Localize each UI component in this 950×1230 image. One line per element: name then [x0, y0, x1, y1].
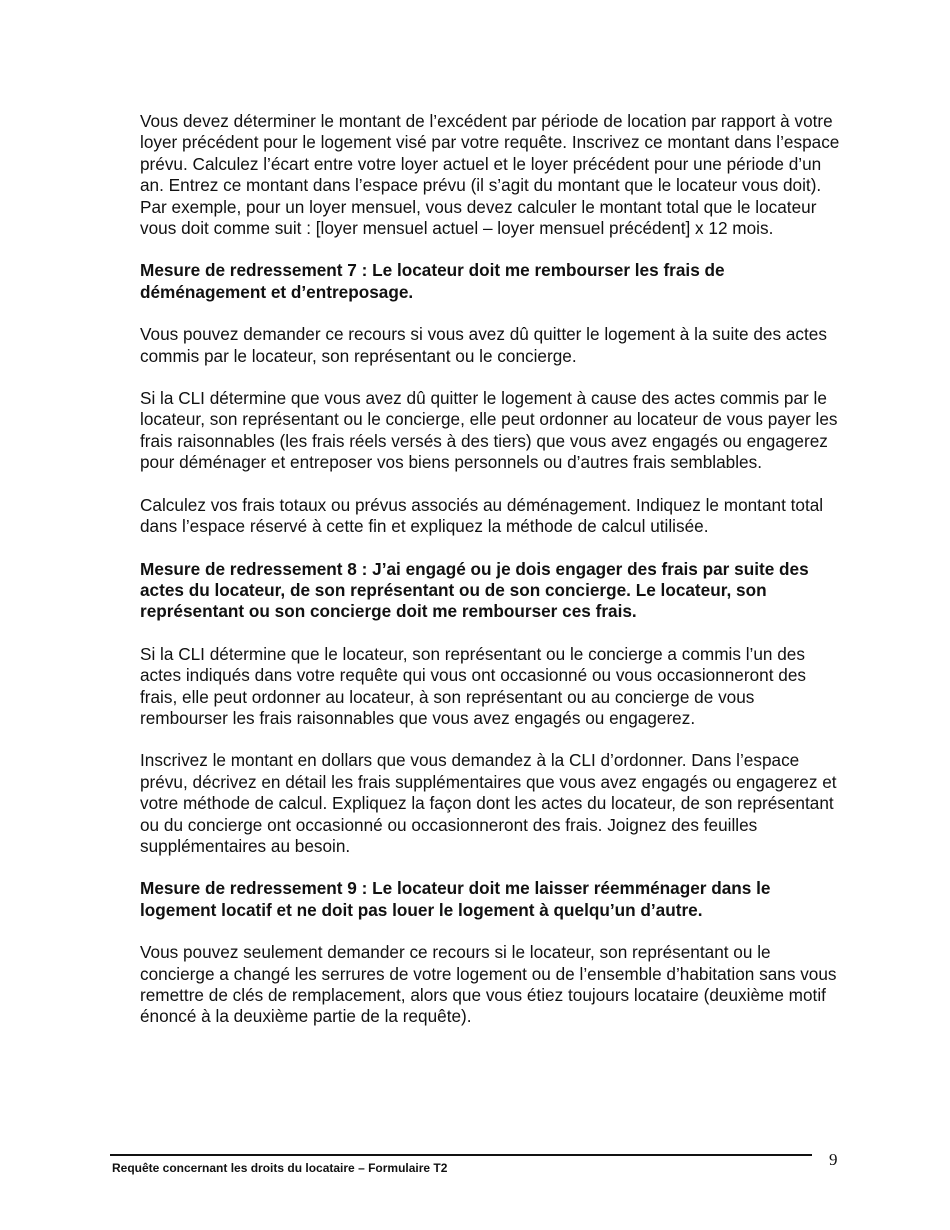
section-heading: Mesure de redressement 8 : J’ai engagé ou je dois engager des frais par suite des actes du locateur, de son représentant ou de son concierge. Le locateur, son représentant ou son concierge doit me rembourser ces frais. — [140, 558, 809, 622]
document-body — [140, 111, 840, 1049]
body-paragraph: Vous pouvez demander ce recours si vous avez dû quitter le logement à la suite des actes commis par le locateur, son représentant ou le concierge. — [140, 324, 827, 366]
body-paragraph: Si la CLI détermine que vous avez dû quitter le logement à cause des actes commis par le locateur, son représentant ou le concierge, elle peut ordonner au locateur de vous payer les frais raisonnables (les frais réels versés à des tiers) que vous avez engagés ou engagerez pour déménager et entreposer vos biens personnels ou d’autres frais semblables. — [140, 388, 838, 473]
body-paragraph: Inscrivez le montant en dollars que vous demandez à la CLI d’ordonner. Dans l’espace prévu, décrivez en détail les frais supplémentaires que vous avez engagés ou engagerez et votre méthode de calcul. Expliquez la façon dont les actes du locateur, de son représentant ou du concierge ont occasionné ou occasionneront des frais. Joignez des feuilles supplémentaires au besoin. — [140, 750, 837, 856]
section-heading: Mesure de redressement 9 : Le locateur doit me laisser réemménager dans le logement locatif et ne doit pas louer le logement à quelqu’un d’autre. — [140, 878, 771, 920]
footer-form-title: Requête concernant les droits du locataire – Formulaire T2 — [112, 1161, 448, 1175]
section-heading: Mesure de redressement 7 : Le locateur doit me rembourser les frais de déménagement et d’entreposage. — [140, 260, 725, 302]
page-number: 9 — [829, 1150, 838, 1169]
body-paragraph: Si la CLI détermine que le locateur, son représentant ou le concierge a commis l’un des actes indiqués dans votre requête qui vous ont occasionné ou vous occasionneront des frais, elle peut ordonner au locateur, à son représentant ou au concierge de vous rembourser les frais raisonnables que vous avez engagés ou engagerez. — [140, 643, 806, 728]
body-paragraph: Vous devez déterminer le montant de l’excédent par période de location par rapport à votre loyer précédent pour le logement visé par votre requête. Inscrivez ce montant dans l’espace prévu. Calculez l’écart entre votre loyer actuel et le loyer précédent pour une période d’un an. Entrez ce montant dans l’espace prévu (il s’agit du montant que le locateur vous doit). Par exemple, pour un loyer mensuel, vous devez calculer le montant total que le locateur vous doit comme suit : [loyer mensuel actuel – loyer mensuel précédent] x 12 mois. — [140, 111, 840, 239]
footer-divider — [110, 1154, 812, 1156]
body-paragraph: Calculez vos frais totaux ou prévus associés au déménagement. Indiquez le montant total dans l’espace réservé à cette fin et expliquez la méthode de calcul utilisée. — [140, 494, 824, 537]
body-paragraph: Vous pouvez seulement demander ce recours si le locateur, son représentant ou le concierge a changé les serrures de votre logement ou de l’ensemble d’habitation sans vous remettre de clés de remplacement, alors que vous étiez toujours locataire (deuxième motif énoncé à la deuxième partie de la requête). — [140, 942, 837, 1027]
